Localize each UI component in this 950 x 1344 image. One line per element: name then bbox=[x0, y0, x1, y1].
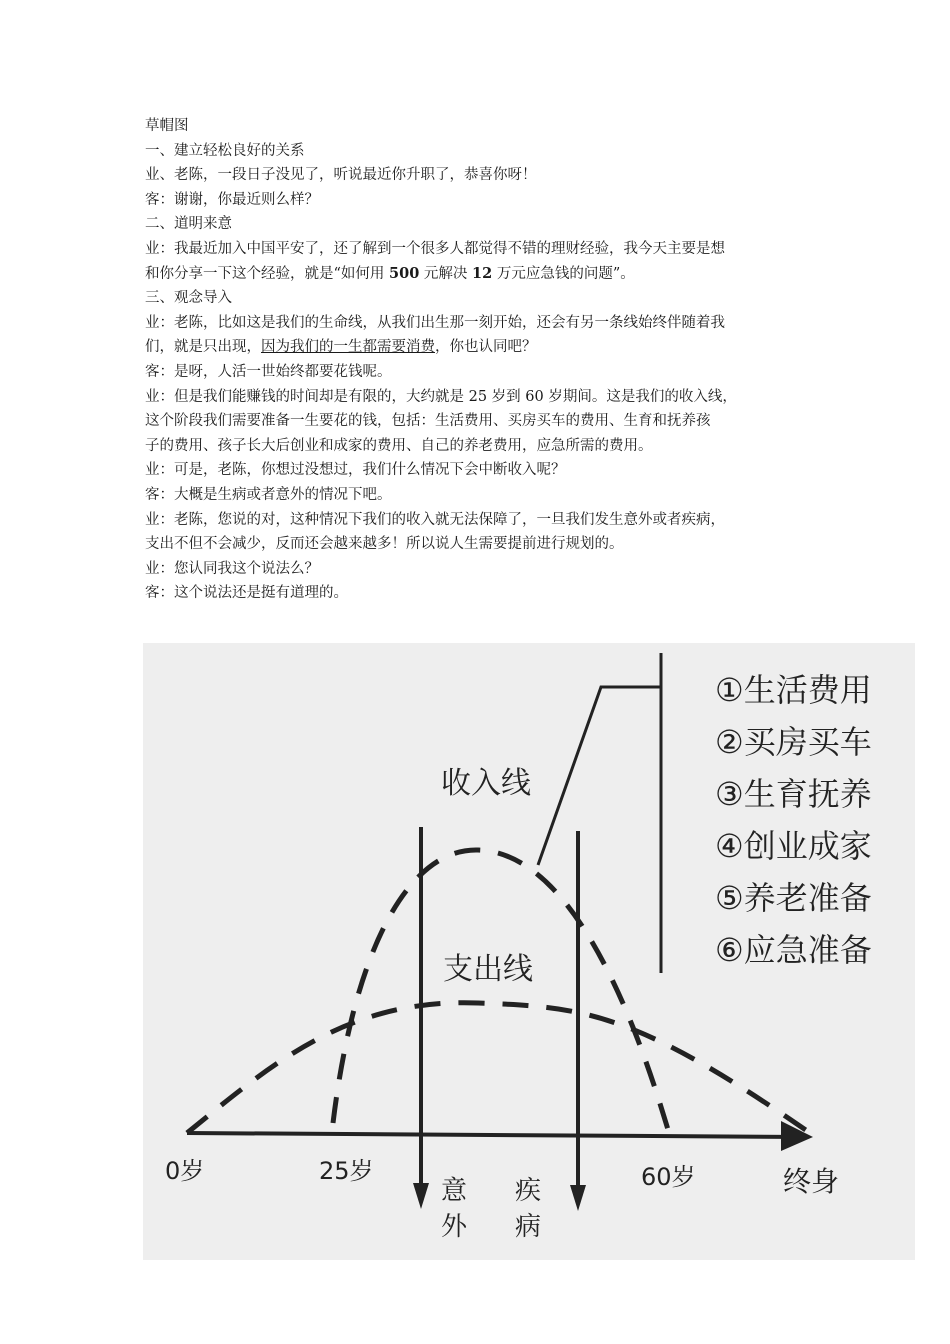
income-line-label: 收入线 bbox=[441, 766, 531, 801]
dialogue-line: 业、老陈，一段日子没见了，听说最近你升职了，恭喜你呀！ bbox=[145, 167, 537, 184]
text-segment: 和你分享一下这个经验，就是“如何用 bbox=[145, 265, 390, 282]
accident-arrowhead bbox=[413, 1183, 429, 1209]
dialogue-line: 业：我最近加入中国平安了，还了解到一个很多人都觉得不错的理财经验，我今天主要是想 bbox=[145, 240, 725, 257]
dialogue-line bbox=[145, 335, 810, 360]
axis-label-lifetime: 终身 bbox=[783, 1165, 840, 1198]
expense-item-6: ⑥应急准备 bbox=[715, 931, 872, 969]
illness-arrowhead bbox=[570, 1185, 586, 1211]
life-timeline-axis bbox=[187, 1133, 805, 1137]
expense-item-2: ②买房买车 bbox=[715, 723, 872, 761]
dialogue-line: 业：可是，老陈，你想过没想过，我们什么情况下会中断收入呢？ bbox=[145, 462, 566, 479]
dialogue-line: 业：老陈，比如这是我们的生命线，从我们出生那一刻开始，还会有另一条线始终伴随着我 bbox=[145, 314, 725, 331]
text-segment: 万元应急钱的问题”。 bbox=[492, 265, 635, 282]
doc-title: 草帽图 bbox=[145, 118, 189, 134]
expense-item-5: ⑤养老准备 bbox=[715, 879, 872, 917]
axis-label-25: 25岁 bbox=[319, 1157, 374, 1185]
expense-item-1: ①生活费用 bbox=[715, 671, 872, 709]
dialogue-line: 支出不但不会减少，反而还会越来越多！所以说人生需要提前进行规划的。 bbox=[145, 536, 624, 553]
expense-item-4: ④创业成家 bbox=[715, 827, 872, 865]
dialogue-line: 业：您认同我这个说法么？ bbox=[145, 560, 319, 577]
expense-line-label: 支出线 bbox=[443, 952, 533, 987]
pointer-line bbox=[538, 687, 661, 865]
dialogue-line: 客：谢谢，你最近则么样？ bbox=[145, 191, 319, 208]
dialogue-line bbox=[145, 262, 810, 287]
section-heading: 三、观念导入 bbox=[145, 290, 232, 307]
text-segment: ，你也认同吧？ bbox=[435, 339, 537, 356]
straw-hat-diagram bbox=[143, 643, 915, 1260]
expense-item-3: ③生育抚养 bbox=[715, 775, 872, 813]
income-curve bbox=[333, 850, 669, 1133]
expense-curve bbox=[187, 1003, 813, 1135]
dialogue-line: 业：老陈，您说的对，这种情况下我们的收入就无法保障了，一旦我们发生意外或者疾病， bbox=[145, 511, 725, 528]
document-body bbox=[145, 114, 810, 606]
text-segment: 元解决 bbox=[419, 265, 473, 282]
underlined-text: 因为我们的一生都需要消费 bbox=[261, 339, 435, 356]
text-segment: 们，就是只出现， bbox=[145, 339, 261, 356]
diagram-canvas bbox=[143, 643, 915, 1260]
axis-label-60: 60岁 bbox=[641, 1163, 696, 1191]
arrow-label-illness: 疾病 bbox=[515, 1176, 542, 1242]
section-heading: 二、道明来意 bbox=[145, 216, 232, 233]
dialogue-line: 客：这个说法还是挺有道理的。 bbox=[145, 585, 348, 602]
section-heading: 一、建立轻松良好的关系 bbox=[145, 142, 305, 159]
arrow-label-accident: 意外 bbox=[441, 1176, 468, 1242]
dialogue-line: 业：但是我们能赚钱的时间却是有限的，大约就是 25 岁到 60 岁期间。这是我们的收入线， bbox=[145, 388, 737, 405]
dialogue-line: 这个阶段我们需要准备一生要花的钱，包括：生活费用、买房买车的费用、生育和抚养孩 bbox=[145, 413, 711, 430]
bold-amount: 12 bbox=[472, 264, 493, 282]
bold-amount: 500 bbox=[389, 264, 420, 282]
dialogue-line: 客：是呀，人活一世始终都要花钱呢。 bbox=[145, 363, 392, 380]
axis-label-0: 0岁 bbox=[165, 1157, 205, 1185]
dialogue-line: 客：大概是生病或者意外的情况下吧。 bbox=[145, 486, 392, 503]
dialogue-line: 子的费用、孩子长大后创业和成家的费用、自己的养老费用，应急所需的费用。 bbox=[145, 437, 653, 454]
